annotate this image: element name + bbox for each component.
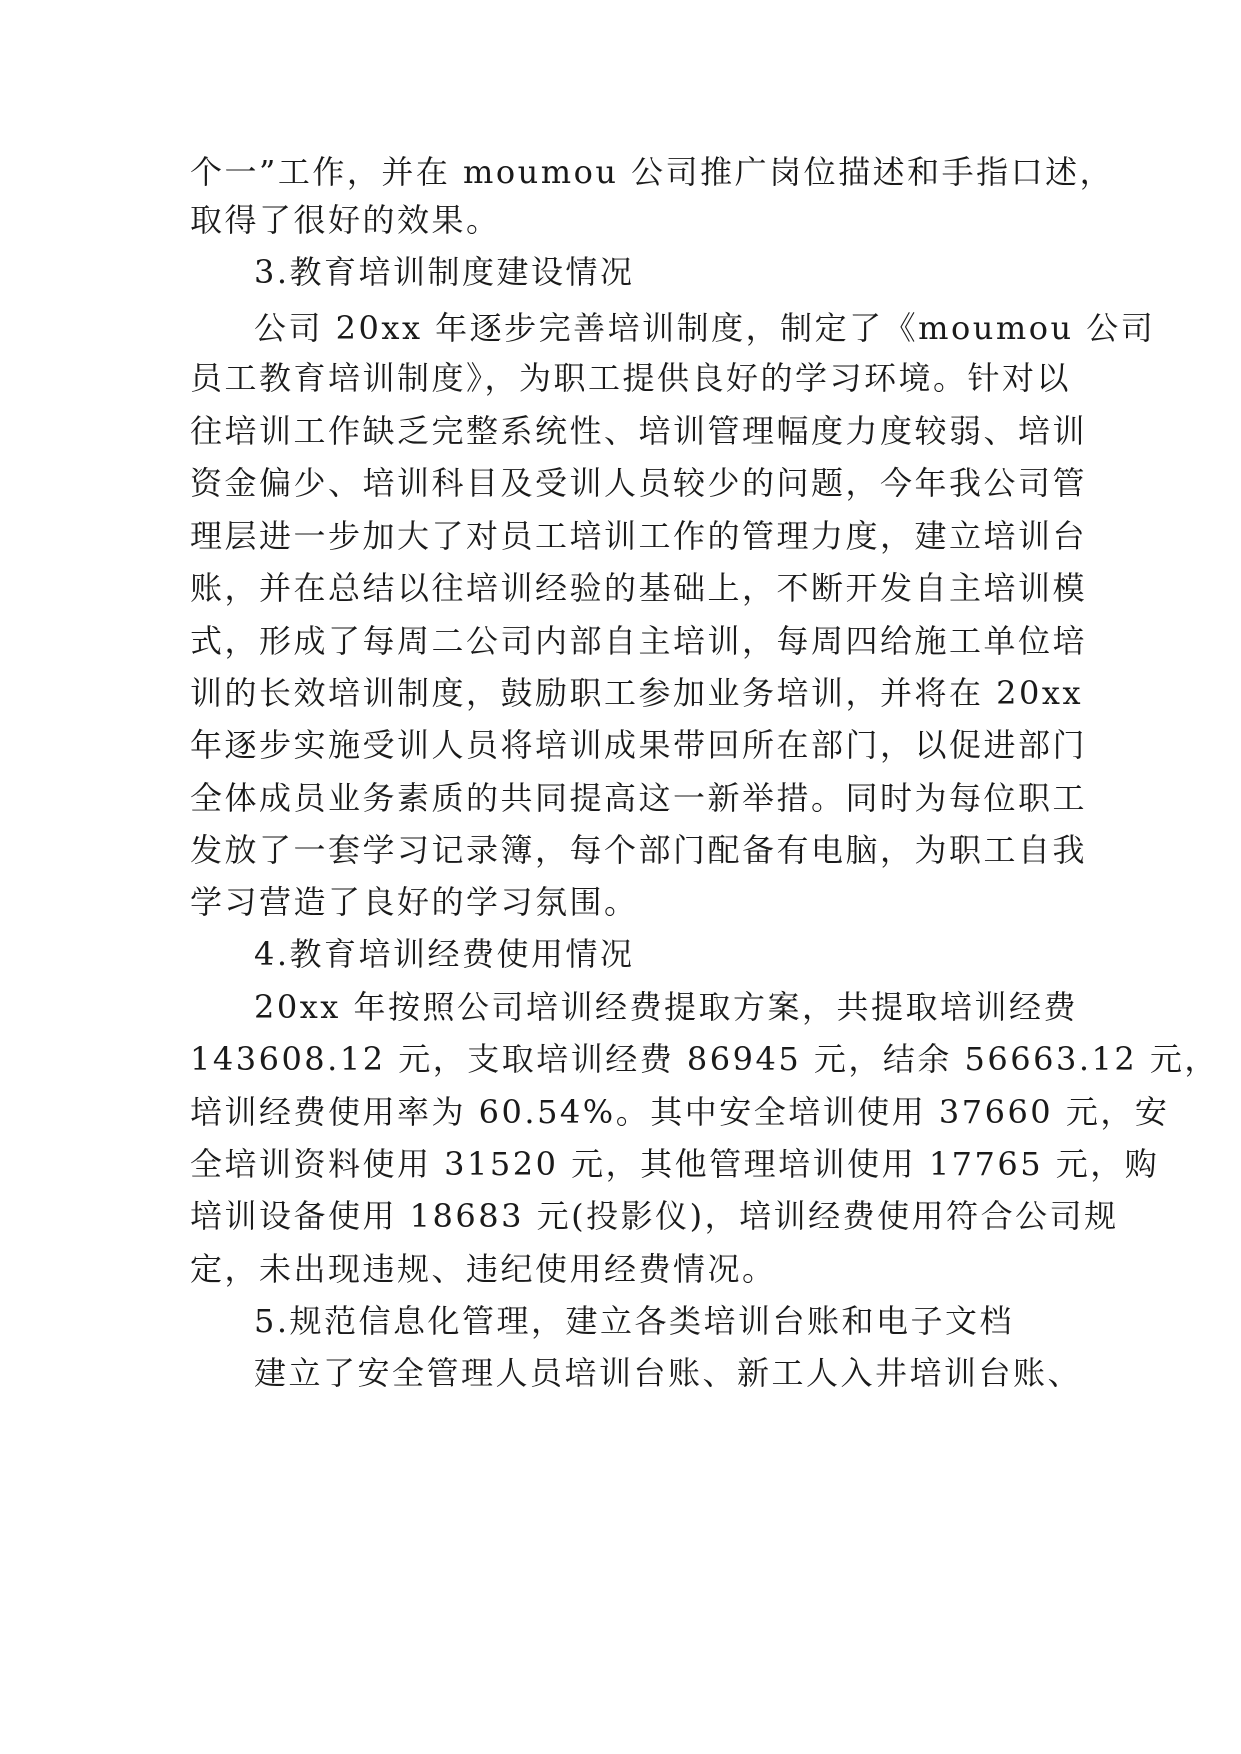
text-line: 定，未出现违规、违纪使用经费情况。 <box>190 1250 777 1288</box>
text-line: 公司 20xx 年逐步完善培训制度，制定了《moumou 公司 <box>254 309 1156 347</box>
text-line: 143608.12 元，支取培训经费 86945 元，结余 56663.12 元， <box>190 1040 1219 1078</box>
section-heading: 3.教育培训制度建设情况 <box>254 253 635 291</box>
text-line: 账，并在总结以往培训经验的基础上，不断开发自主培训模 <box>190 569 1088 607</box>
text-line: 20xx 年按照公司培训经费提取方案，共提取培训经费 <box>254 988 1078 1026</box>
text-line: 全体成员业务素质的共同提高这一新举措。同时为每位职工 <box>190 779 1088 817</box>
text-line: 理层进一步加大了对员工培训工作的管理力度，建立培训台 <box>190 517 1088 555</box>
text-line: 培训设备使用 18683 元(投影仪)，培训经费使用符合公司规 <box>190 1197 1119 1235</box>
text-line: 资金偏少、培训科目及受训人员较少的问题，今年我公司管 <box>190 464 1088 502</box>
text-line: 年逐步实施受训人员将培训成果带回所在部门，以促进部门 <box>190 726 1088 764</box>
text-line: 训的长效培训制度，鼓励职工参加业务培训，并将在 20xx <box>190 674 1083 712</box>
text-line: 员工教育培训制度》，为职工提供良好的学习环境。针对以 <box>190 359 1072 397</box>
text-line: 往培训工作缺乏完整系统性、培训管理幅度力度较弱、培训 <box>190 412 1088 450</box>
section-heading: 5.规范信息化管理，建立各类培训台账和电子文档 <box>254 1302 1015 1340</box>
text-line: 式，形成了每周二公司内部自主培训，每周四给施工单位培 <box>190 622 1088 660</box>
section-heading: 4.教育培训经费使用情况 <box>254 935 635 973</box>
text-line: 建立了安全管理人员培训台账、新工人入井培训台账、 <box>254 1354 1083 1392</box>
text-line: 培训经费使用率为 60.54%。其中安全培训使用 37660 元，安 <box>190 1093 1170 1131</box>
text-line: 全培训资料使用 31520 元，其他管理培训使用 17765 元，购 <box>190 1145 1160 1183</box>
text-line: 取得了很好的效果。 <box>190 201 501 239</box>
text-line: 发放了一套学习记录簿，每个部门配备有电脑，为职工自我 <box>190 831 1088 869</box>
text-line: 学习营造了良好的学习氛围。 <box>190 883 639 921</box>
text-line: 个一”工作，并在 moumou 公司推广岗位描述和手指口述， <box>190 153 1115 191</box>
